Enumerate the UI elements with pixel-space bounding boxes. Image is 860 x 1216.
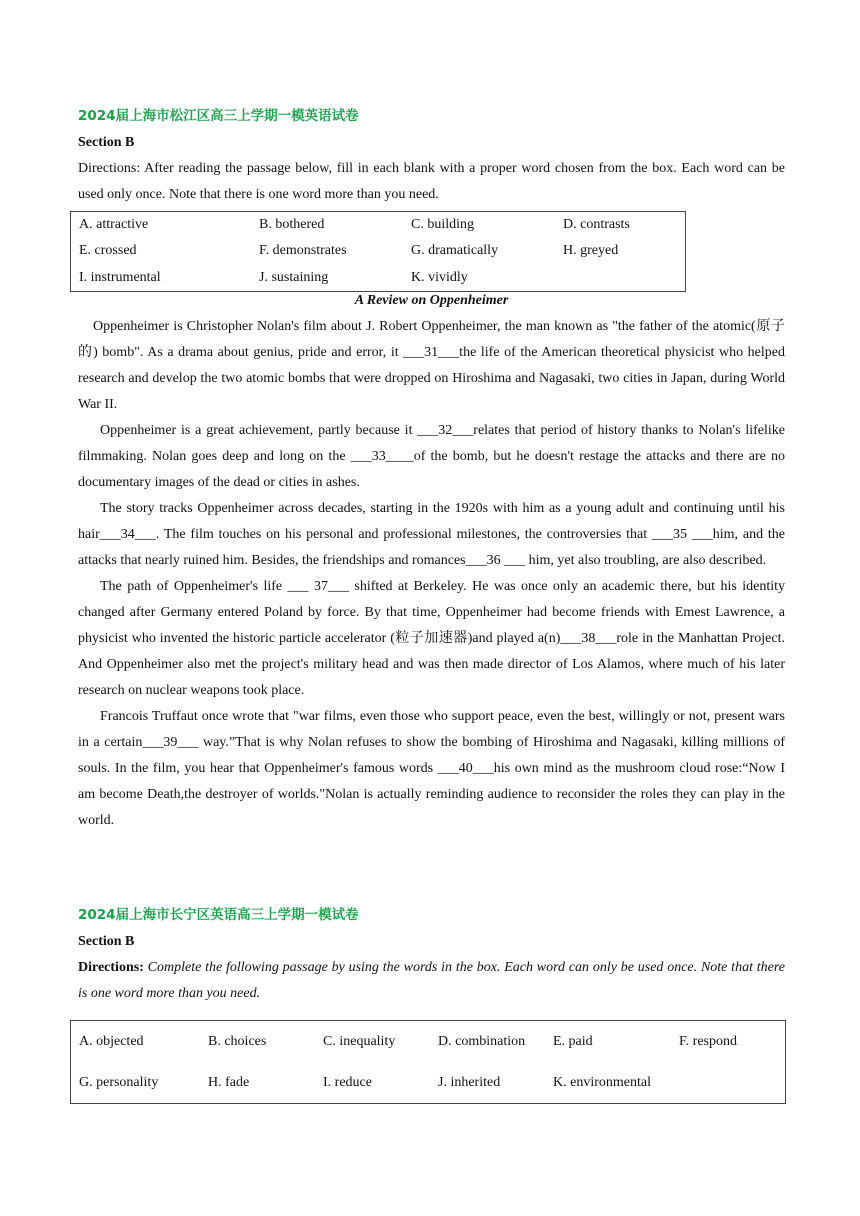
word-box-row: [71, 265, 686, 292]
word-option: G. dramatically: [411, 243, 499, 259]
directions-text: Complete the following passage by using the words in the box. Each word can only be used once. Note that there is one word more than you need.: [78, 960, 785, 1001]
word-option: D. combination: [438, 1033, 526, 1049]
word-option: J. inherited: [438, 1074, 501, 1090]
passage-paragraph: Oppenheimer is a great achievement, partly because it ___32___relates that period of history thanks to Nolan's lifelike filmmaking. Nolan goes deep and long on the ___33____of the bomb, but he doesn't restage the attacks and there are no documentary images of the dead or cities in ashes.: [78, 423, 785, 490]
word-option: G. personality: [79, 1074, 159, 1090]
word-option: K. environmental: [553, 1074, 651, 1090]
section-heading-2: Section B: [78, 934, 135, 949]
word-option: F. respond: [679, 1033, 737, 1049]
word-box-1: [70, 211, 686, 292]
word-box-row: [71, 1062, 786, 1104]
word-option: B. bothered: [259, 217, 325, 233]
word-box-2: [70, 1020, 786, 1104]
word-option: [555, 265, 686, 292]
word-option: D. contrasts: [563, 217, 630, 233]
word-option: K. vividly: [411, 269, 468, 285]
word-option: H. fade: [208, 1074, 250, 1090]
word-option: I. instrumental: [79, 269, 161, 285]
word-box-row: [71, 1021, 786, 1063]
word-option: B. choices: [208, 1033, 267, 1049]
section-heading-1: Section B: [78, 135, 135, 150]
word-option: E. paid: [553, 1033, 593, 1049]
passage-title: A Review on Oppenheimer: [354, 293, 509, 308]
passage-paragraph: Francois Truffaut once wrote that "war films, even those who support peace, even the best, willingly or not, present wars in a certain___39___ way.”That is why Nolan refuses to show the bombing of Hiroshima and Nagasaki, killing millions of souls. In the film, you hear that Oppenheimer's famous words ___40___his own mind as the mushroom cloud rose:“Now I am become Death,the destroyer of worlds."Nolan is actually reminding audience to reconsider the roles they can play in the world.: [78, 709, 785, 828]
passage-paragraph: The path of Oppenheimer's life ___ 37___ shifted at Berkeley. He was once only an academic there, but his identity changed after Germany entered Poland by force. By that time, Oppenheimer had become friends with Emest Lawrence, a physicist who invented the historic particle accelerator (粒子加速器)and played a(n)___38___role in the Manhattan Project. And Oppenheimer also met the project's military head and was then made director of Los Alamos, where much of his later research on nuclear weapons took place.: [78, 579, 785, 698]
document-title-1: 2024届上海市松江区高三上学期一模英语试卷: [78, 108, 359, 124]
directions-2: [78, 955, 785, 1007]
passage-paragraph: The story tracks Oppenheimer across decades, starting in the 1920s with him as a young adult and continuing until his hair___34___. The film touches on his personal and professional milestones, the controversies that ___35 ___him, and the attacks that nearly ruined him. Besides, the friendships and romances___36 ___ him, yet also troubling, are also described.: [78, 501, 785, 568]
word-option: I. reduce: [323, 1074, 372, 1090]
document-title-2: 2024届上海市长宁区英语高三上学期一模试卷: [78, 907, 359, 923]
word-option: H. greyed: [563, 243, 619, 259]
word-option: A. objected: [79, 1033, 144, 1049]
word-option: A. attractive: [79, 217, 149, 233]
word-option: E. crossed: [79, 243, 137, 259]
word-box-row: [71, 212, 686, 239]
word-option: F. demonstrates: [259, 243, 347, 259]
directions-1: Directions: After reading the passage below, fill in each blank with a proper word chosen from the box. Each word can be used only once. Note that there is one word more than you need.: [78, 161, 785, 202]
word-option: C. building: [411, 217, 475, 233]
word-option: J. sustaining: [259, 269, 329, 285]
word-box-row: [71, 238, 686, 264]
passage-paragraph: Oppenheimer is Christopher Nolan's film about J. Robert Oppenheimer, the man known as "the father of the atomic(原子的) bomb". As a drama about genius, pride and error, it ___31___the life of the American theoretical physicist who helped research and develop the two atomic bombs that were dropped on Hiroshima and Nagasaki, two cities in Japan, during World War II.: [78, 319, 785, 412]
passage-body: [78, 314, 785, 834]
word-option: C. inequality: [323, 1033, 396, 1049]
directions-label: Directions:: [78, 960, 144, 975]
word-option: [671, 1062, 786, 1104]
